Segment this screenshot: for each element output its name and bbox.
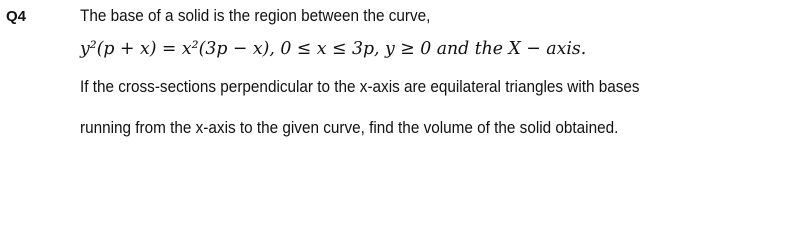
question-text-line-4: running from the x-axis to the given curve, find the volume of the solid obtained. — [80, 118, 619, 137]
question-number: Q4 — [6, 8, 27, 25]
question-text-line-1: The base of a solid is the region between the curve, — [80, 6, 431, 25]
curve-equation: y²(p + x) = x²(3p − x), 0 ≤ x ≤ 3p, y ≥ 0 and the X − axis. — [80, 38, 587, 59]
question-text-line-3: If the cross-sections perpendicular to the x-axis are equilateral triangles with bases — [80, 77, 640, 96]
